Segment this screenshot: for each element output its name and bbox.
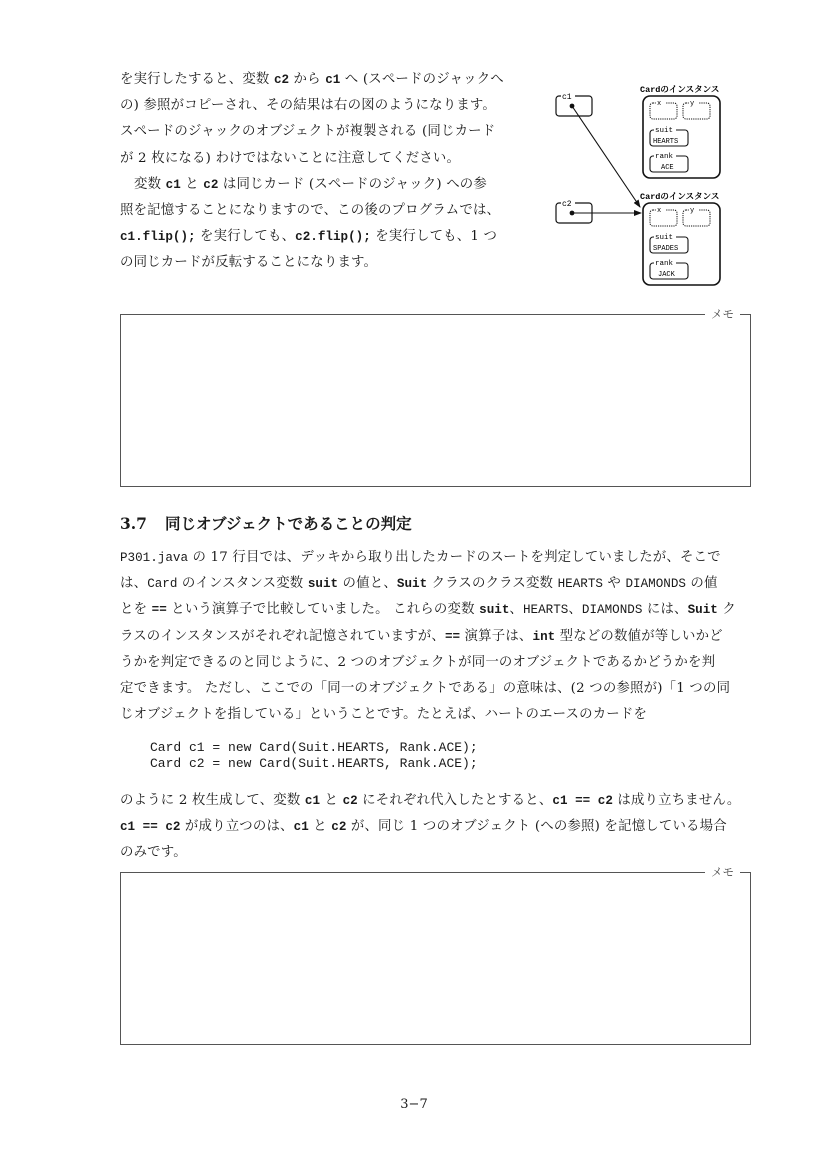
field-suit-label: suit <box>655 234 674 242</box>
text: のインスタンス変数 <box>177 576 308 592</box>
text: は、 <box>120 576 148 592</box>
text: のように 2 枚生成して、変数 <box>120 793 305 808</box>
text: 、 <box>568 602 582 618</box>
code: == <box>444 629 461 644</box>
code-filename: P301.java <box>120 551 189 565</box>
text: 、 <box>509 602 523 618</box>
instance-title: Cardのインスタンス <box>640 85 720 95</box>
field-y-label: y <box>690 207 695 215</box>
text: は同じカード (スペードのジャック) への参 <box>218 176 487 192</box>
code: HEARTS <box>522 603 569 618</box>
text: を実行しても、 <box>195 229 296 245</box>
text: が、同じ 1 つのオブジェクト (への参照) を記憶している場合 <box>346 819 727 835</box>
text: という演算子で比較していました。 これらの変数 <box>166 602 480 618</box>
code-c1-flip: c1.flip(); <box>120 230 196 245</box>
body-line: 定できます。 ただし、ここでの「同一のオブジェクトである」の意味は、(2 つの参照が)「1 つの同 <box>120 681 731 697</box>
body-line: うかを判定できるのと同じように、2 つのオブジェクトが同一のオブジェクトであるかどうかを判 <box>120 654 716 670</box>
code: suit <box>307 577 339 592</box>
code-c1: c1 <box>325 73 341 87</box>
code: Suit <box>687 603 718 618</box>
field-x-label: x <box>657 207 662 215</box>
text: には、 <box>642 602 688 618</box>
memo-box-2[interactable] <box>120 865 751 1045</box>
intro-line-7 <box>120 224 520 250</box>
field-rank-value: ACE <box>661 164 674 172</box>
code-c2: c2 <box>273 73 290 87</box>
body-line <box>120 624 752 650</box>
body-paragraph-1 <box>120 545 752 728</box>
text: や <box>602 576 626 592</box>
field-suit-value: HEARTS <box>653 138 679 146</box>
text: と <box>180 176 204 192</box>
code: Suit <box>396 577 428 592</box>
text: クラスのクラス変数 <box>427 576 558 592</box>
code-c1: c1 <box>165 177 181 192</box>
code: suit <box>479 603 510 618</box>
code: == <box>151 603 167 618</box>
body-line <box>120 814 752 840</box>
code: c2 <box>342 794 358 808</box>
intro-line-1 <box>120 67 520 93</box>
text: を実行しても、1 つ <box>370 229 498 245</box>
body-line: じオブジェクトを指している」ということです。たとえば、ハートのエースのカードを <box>120 707 648 723</box>
text: を実行したすると、変数 <box>120 72 274 87</box>
arrow-c1-to-spades-jack <box>572 106 640 207</box>
section-number: 3.7 <box>120 514 147 533</box>
intro-line-4: が 2 枚になる) わけではないことに注意してください。 <box>120 150 461 166</box>
field-rank-value: JACK <box>658 271 675 279</box>
body-line <box>120 571 752 597</box>
code: c1 == c2 <box>120 820 181 835</box>
text: にそれぞれ代入したとすると、 <box>357 793 553 808</box>
field-x-label: x <box>657 100 662 108</box>
body-line: のみです。 <box>120 845 187 861</box>
instance-title: Cardのインスタンス <box>640 192 720 202</box>
section-heading <box>120 512 412 534</box>
text: と <box>320 793 343 808</box>
text: の 17 行目では、デッキから取り出したカードのスートを判定していましたが、そこで <box>188 550 721 565</box>
intro-line-6: 照を記憶することになりますので、この後のプログラムでは、 <box>120 203 501 219</box>
code: c1 == c2 <box>552 794 613 808</box>
page-number: 3−7 <box>400 1097 428 1112</box>
variable-c2-label: c2 <box>562 200 572 209</box>
section-title: 同じオブジェクトであることの判定 <box>164 515 412 533</box>
text: ラスのインスタンスがそれぞれ記憶されていますが、 <box>120 628 445 644</box>
code: c1 <box>293 820 309 835</box>
text: へ (スペードのジャックへ <box>340 72 504 87</box>
body-line <box>120 788 752 814</box>
card-instance-spades-jack <box>640 192 720 285</box>
text: 変数 <box>134 176 166 192</box>
field-rank-label: rank <box>655 260 674 268</box>
intro-line-8: の同じカードが反転することになります。 <box>120 255 378 271</box>
card-instance-hearts-ace <box>640 85 720 178</box>
intro-line-2: の) 参照がコピーされ、その結果は右の図のようになります。 <box>120 98 497 114</box>
code-line: Card c2 = new Card(Suit.HEARTS, Rank.ACE); <box>150 756 478 771</box>
field-y-label: y <box>690 100 695 108</box>
text: が成り立つのは、 <box>180 819 294 835</box>
memo-label: メモ <box>705 864 740 880</box>
memo-label: メモ <box>705 306 740 322</box>
code: int <box>532 629 556 644</box>
code: DIAMONDS <box>581 603 643 618</box>
code-listing <box>150 740 478 772</box>
body-line <box>120 597 752 623</box>
reference-diagram <box>540 75 740 295</box>
text: とを <box>120 602 152 618</box>
body-paragraph-2 <box>120 788 752 867</box>
text: と <box>308 819 332 835</box>
field-suit-label: suit <box>655 127 674 135</box>
variable-c2 <box>556 199 592 223</box>
field-rank-label: rank <box>655 153 674 161</box>
variable-c1 <box>556 92 592 116</box>
code: DIAMONDS <box>625 577 686 592</box>
memo-box-1[interactable] <box>120 307 751 487</box>
text: の値と、 <box>338 576 397 592</box>
text: から <box>289 72 326 87</box>
code-c2-flip: c2.flip(); <box>295 230 371 245</box>
code: c1 <box>304 794 321 808</box>
code: HEARTS <box>557 577 603 592</box>
text: の値 <box>685 576 718 592</box>
text: 演算子は、 <box>460 628 533 644</box>
body-line <box>120 545 752 571</box>
intro-paragraph <box>120 67 520 277</box>
text: ク <box>717 602 736 618</box>
intro-line-3: スペードのジャックのオブジェクトが複製される (同じカード <box>120 124 496 140</box>
text: 型などの数値が等しいかど <box>555 628 723 644</box>
text: は成り立ちません。 <box>612 793 741 808</box>
field-suit-value: SPADES <box>653 245 679 253</box>
code: c2 <box>331 820 347 835</box>
code-line: Card c1 = new Card(Suit.HEARTS, Rank.ACE); <box>150 740 478 755</box>
code: Card <box>147 577 178 592</box>
code-c2: c2 <box>203 177 219 192</box>
intro-line-5 <box>120 172 520 198</box>
variable-c1-label: c1 <box>562 93 572 102</box>
